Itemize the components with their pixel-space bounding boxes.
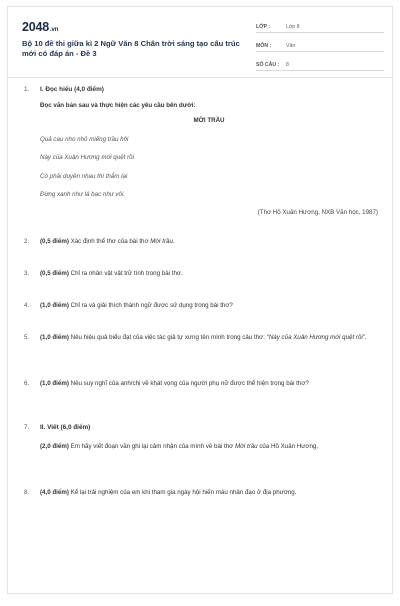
poem-line: Có phải duyên nhau thì thắm lại bbox=[40, 172, 128, 180]
exam-meta bbox=[256, 19, 384, 76]
logo-main: 2048 bbox=[22, 20, 50, 34]
meta-value: Văn bbox=[286, 43, 296, 49]
question-body bbox=[40, 423, 378, 451]
poem-line: Quả cau nho nhỏ miếng trầu hôi bbox=[40, 135, 129, 143]
meta-label: MÔN : bbox=[256, 43, 272, 49]
question-italic: Mời trầu bbox=[234, 442, 258, 450]
question-text: Xác định thể thơ của bài thơ bbox=[68, 238, 151, 245]
question-text: Chỉ ra nhân vật vật trữ tình trong bài thơ. bbox=[68, 270, 183, 277]
question-tail: . bbox=[172, 238, 175, 245]
meta-value: 8 bbox=[286, 62, 289, 68]
question-body bbox=[40, 488, 378, 498]
question-points: (1,0 điểm) bbox=[40, 302, 69, 309]
question-body bbox=[40, 379, 378, 389]
section-title: II. Viết (6,0 điểm) bbox=[40, 424, 91, 431]
instruction: Đọc văn bản sau và thực hiện các yêu cầu bên dưới: bbox=[40, 101, 196, 109]
poem-line: Đừng xanh như lá bạc như vôi. bbox=[40, 191, 126, 198]
document-title: Bộ 10 đề thi giữa kì 2 Ngữ Văn 8 Chân trời sáng tạo cấu trúc mới có đáp án - Đề 3 bbox=[22, 39, 240, 58]
poem-title: MỜI TRẦU bbox=[193, 117, 225, 124]
question-tail: . bbox=[364, 334, 367, 341]
question-number: 7. bbox=[24, 424, 30, 431]
question-number: 3. bbox=[24, 270, 30, 277]
question-body bbox=[40, 333, 378, 343]
question-body bbox=[40, 269, 378, 279]
meta-row-class bbox=[256, 19, 384, 33]
question-text: Nêu suy nghĩ của anh/chị về khát vọng của người phụ nữ được thể hiện trong bài thơ? bbox=[68, 380, 309, 387]
question-body bbox=[40, 85, 378, 217]
question-number: 4. bbox=[24, 302, 30, 309]
header-divider bbox=[8, 77, 392, 78]
question-points: (4,0 điểm) bbox=[40, 489, 69, 496]
question-points: (0,5 điểm) bbox=[40, 270, 69, 277]
question-italic: Mời trầu bbox=[150, 238, 173, 245]
question-tail: của Hồ Xuân Hương. bbox=[257, 442, 319, 450]
question-body bbox=[40, 237, 378, 247]
question-content bbox=[40, 442, 378, 452]
section-title: I. Đọc hiểu (4,0 điểm) bbox=[40, 86, 104, 93]
question-number: 2. bbox=[24, 238, 30, 245]
poem-source: (Thơ Hồ Xuân Hương, NXB Văn học, 1987) bbox=[257, 208, 378, 216]
question-text: Chỉ ra và giải thích thành ngữ được sử dụng trong bài thơ? bbox=[68, 302, 233, 309]
question-text: Nêu hiệu quả biểu đạt của việc tác giả tự xưng tên mình trong câu thơ: bbox=[68, 334, 267, 341]
meta-row-count bbox=[256, 57, 384, 71]
question-number: 1. bbox=[24, 86, 30, 93]
meta-label: LỚP : bbox=[256, 24, 271, 30]
question-number: 6. bbox=[24, 380, 30, 387]
question-number: 5. bbox=[24, 334, 30, 341]
meta-label: SỐ CÂU : bbox=[256, 62, 280, 68]
exam-page bbox=[7, 6, 393, 594]
question-points: (1,0 điểm) bbox=[40, 380, 69, 387]
question-number: 8. bbox=[24, 489, 30, 496]
question-text: Em hãy viết đoạn văn ghi lại cảm nhận của mình về bài thơ bbox=[68, 442, 235, 450]
question-body bbox=[40, 301, 378, 311]
logo-tld: .vn bbox=[50, 27, 59, 33]
page-header bbox=[8, 7, 392, 77]
question-text: Kể lại trải nghiệm của em khi tham gia ngày hội hiến máu nhân đạo ở địa phương. bbox=[68, 489, 297, 496]
question-points: (1,0 điểm) bbox=[40, 334, 69, 341]
meta-row-subject bbox=[256, 38, 384, 52]
question-points: (2,0 điểm) bbox=[40, 442, 69, 450]
question-points: (0,5 điểm) bbox=[40, 238, 69, 245]
site-logo[interactable] bbox=[22, 20, 58, 34]
poem-line: Này của Xuân Hương mới quệt rồi bbox=[40, 154, 134, 161]
meta-value: Lớp 8 bbox=[286, 24, 300, 30]
question-italic: "Này của Xuân Hương mới quệt rồi" bbox=[266, 334, 365, 341]
